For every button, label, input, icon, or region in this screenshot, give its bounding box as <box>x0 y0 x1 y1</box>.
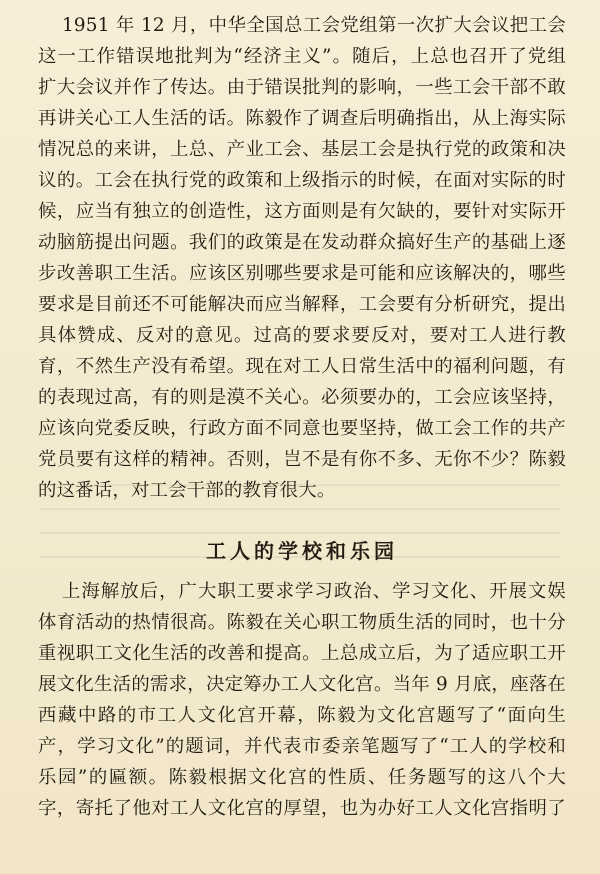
text-line: 这一工作错误地批判为“经济主义”。随后，上总也召开了党组 <box>38 46 566 67</box>
text-line: 再讲关心工人生活的话。陈毅作了调查后明确指出，从上海实际 <box>38 108 566 129</box>
text-line: 的这番话，对工会干部的教育很大。 <box>38 480 336 501</box>
text-line: 1951 年 12 月，中华全国总工会党组第一次扩大会议把工会 <box>62 15 566 36</box>
text-line: 西藏中路的市工人文化宫开幕，陈毅为文化宫题写了“面向生 <box>38 705 566 726</box>
text-line: 议的。工会在执行党的政策和上级指示的时候，在面对实际的时 <box>38 170 566 191</box>
text-line: 应该向党委反映，行政方面不同意也要坚持，做工会工作的共产 <box>38 418 566 439</box>
text-line: 的表现过高，有的则是漠不关心。必须要办的，工会应该坚持， <box>38 387 566 408</box>
text-line: 扩大会议并作了传达。由于错误批判的影响，一些工会干部不敢 <box>38 77 566 98</box>
text-line: 动脑筋提出问题。我们的政策是在发动群众搞好生产的基础上逐 <box>38 232 566 253</box>
text-line: 上海解放后，广大职工要求学习政治、学习文化、开展文娱 <box>62 581 566 602</box>
paragraph-2 <box>38 576 566 824</box>
text-line: 要求是目前还不可能解决而应当解释，工会要有分析研究，提出 <box>38 294 566 315</box>
text-line: 体育活动的热情很高。陈毅在关心职工物质生活的同时，也十分 <box>38 612 566 633</box>
text-line: 步改善职工生活。应该区别哪些要求是可能和应该解决的，哪些 <box>38 263 566 284</box>
section-gap <box>38 506 566 536</box>
paragraph-1 <box>38 10 566 506</box>
text-line: 候，应当有独立的创造性，这方面则是有欠缺的，要针对实际开 <box>38 201 566 222</box>
text-line: 育，不然生产没有希望。现在对工人日常生活中的福利问题，有 <box>38 356 566 377</box>
text-line: 产，学习文化”的题词，并代表市委亲笔题写了“工人的学校和 <box>38 736 566 757</box>
section-heading: 工人的学校和乐园 <box>206 539 398 563</box>
text-line: 乐园”的匾额。陈毅根据文化宫的性质、任务题写的这八个大 <box>38 767 566 788</box>
text-line: 展文化生活的需求，决定筹办工人文化宫。当年 9 月底，座落在 <box>38 674 566 695</box>
text-line: 字，寄托了他对工人文化宫的厚望，也为办好工人文化宫指明了 <box>38 798 566 819</box>
text-line: 重视职工文化生活的改善和提高。上总成立后，为了适应职工开 <box>38 643 566 664</box>
text-line: 情况总的来讲，上总、产业工会、基层工会是执行党的政策和决 <box>38 139 566 160</box>
text-line: 党员要有这样的精神。否则，岂不是有你不多、无你不少？陈毅 <box>38 449 566 470</box>
text-line: 具体赞成、反对的意见。过高的要求要反对，要对工人进行教 <box>38 325 566 346</box>
